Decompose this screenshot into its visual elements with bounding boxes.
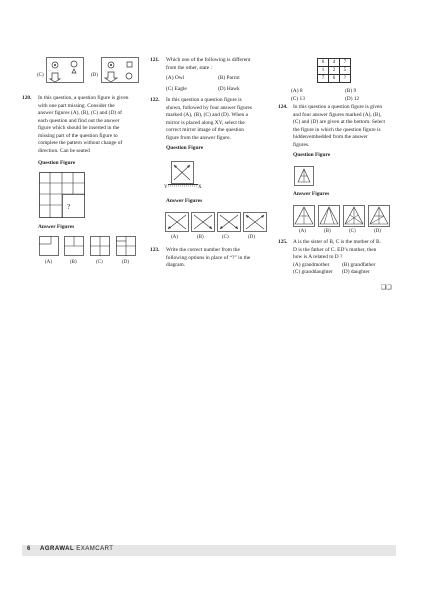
answer-label: (C) [222, 235, 229, 240]
grid-cell: 5 [340, 67, 351, 75]
question-text-line: Which one of the following is different [166, 57, 251, 63]
answer-label: (B) [197, 235, 204, 240]
question-number: 124. [278, 104, 288, 110]
q120-answer-c [90, 236, 110, 256]
page-footer [22, 545, 396, 556]
option: (B) Parrot [218, 75, 240, 81]
question-text-line: the figure in which the question figure is [293, 126, 381, 133]
option: (B) grandfather [342, 261, 376, 268]
option: (A) 8 [291, 88, 303, 94]
grid-cell: 4 [329, 59, 340, 67]
brand-logo [40, 546, 113, 552]
grid-row [318, 75, 351, 83]
q124-answer-a [293, 205, 315, 227]
question-text-line: mirror is placed along XY, select the [166, 119, 245, 126]
question-text-line: missing part of the question figure to [38, 132, 118, 139]
answer-label: (A) [299, 229, 306, 234]
question-text-line: In this question a question figure is [166, 97, 242, 103]
question-text-line: and four answer figures marked (A), (B), [293, 111, 382, 118]
grid-row [318, 59, 351, 67]
grid-cell: 7 [318, 75, 329, 83]
q123-number-grid [317, 58, 351, 83]
question-number: 121. [150, 57, 160, 63]
option: (A) Owl [166, 75, 185, 81]
q124-answer-d [368, 205, 390, 227]
q122-answer-c [217, 212, 241, 232]
brand-text: CART [95, 546, 114, 552]
question-text-line: from the other, state : [166, 64, 213, 71]
mirror-label-x: X [198, 185, 202, 190]
page-number: 6 [27, 546, 31, 552]
question-text-line: correct mirror image of the question [166, 127, 244, 133]
q119-figure-d [101, 57, 139, 83]
grid-cell: 6 [318, 59, 329, 67]
answer-label: (A) [45, 260, 52, 265]
q120-answer-a [39, 236, 59, 256]
option: (B) 9 [345, 88, 357, 94]
q124-answer-c [343, 205, 365, 227]
answer-label: (A) [171, 235, 178, 240]
missing-part-mark: ? [67, 203, 71, 211]
q120-answer-d [116, 236, 136, 256]
question-figure-heading: Question Figure [38, 160, 76, 166]
brand-text: AGRAWAL [40, 546, 77, 552]
answer-label: (D) [374, 229, 381, 234]
q119-figure-c [46, 57, 84, 83]
question-text-line: Write the correct number from the [166, 247, 240, 253]
option-label: (D) [91, 73, 98, 78]
answer-label: (D) [122, 260, 129, 265]
q120-question-figure [39, 172, 85, 218]
grid-cell: 2 [329, 67, 340, 75]
option-label: (C) [37, 73, 44, 78]
question-text-line: A is the sister of B, C is the mother of B. [293, 239, 381, 245]
grid-cell: 1 [318, 67, 329, 75]
q122-answer-a [165, 212, 189, 232]
question-text-line: answer figures (A), (B), (C) and (D) of [38, 110, 122, 116]
q120-answer-b [64, 236, 84, 256]
question-text-line: figures. [293, 141, 310, 148]
question-text-line: D is the father of C. ED’s mother, then [293, 246, 377, 253]
grid-cell: ? [340, 75, 351, 83]
brand-text: EXAM [76, 546, 96, 552]
question-number: 125. [278, 239, 288, 245]
q124-question-figure [294, 166, 314, 186]
question-text-line: In this question, a question figure is given [38, 95, 129, 101]
question-text-line: how is A related to D ? [293, 254, 343, 260]
grid-cell: 6 [329, 75, 340, 83]
grid-cell: 7 [340, 59, 351, 67]
question-number: 120. [22, 95, 32, 101]
question-text-line: with one part missing. Consider the [38, 102, 115, 109]
question-text-line: figure which should be inserted in the [38, 125, 120, 131]
question-figure-heading: Question Figure [166, 145, 204, 151]
q122-question-figure [168, 161, 198, 187]
answer-label: (D) [248, 235, 255, 240]
option: (D) daughter [342, 269, 370, 275]
question-text-line: diagram. [166, 262, 186, 268]
question-text-line: figure from the answer figure. [166, 134, 231, 141]
answer-label: (B) [70, 260, 77, 265]
option: (C) granddaughter [293, 269, 333, 275]
answer-figures-heading: Answer Figures [38, 224, 75, 230]
question-text-line: following options in place of “?” in the [166, 254, 251, 261]
question-text-line: each question and find out the answer [38, 117, 120, 124]
end-of-section-icon: ❑❑ [381, 284, 392, 291]
question-text-line: complete the pattern without change of [38, 140, 123, 146]
option: (D) 12 [345, 95, 360, 102]
answer-figures-heading: Answer Figures [166, 198, 203, 204]
question-text-line: In this question a question figure is given [293, 104, 383, 110]
answer-label: (C) [96, 260, 103, 265]
question-number: 122. [150, 97, 160, 103]
question-text-line: marked (A), (B), (C) and (D). When a [166, 112, 248, 118]
option: (C) 13 [291, 95, 305, 102]
option: (D) Hawk [218, 86, 240, 92]
answer-figures-heading: Answer Figures [293, 191, 330, 197]
question-text-line: shown, followed by four answer figures [166, 104, 252, 111]
q124-answer-b [318, 205, 340, 227]
option: (C) Eagle [166, 86, 187, 92]
answer-label: (B) [324, 229, 331, 234]
grid-row [318, 67, 351, 75]
mirror-label-y: Y [164, 185, 168, 190]
question-text-line: (C) and (D) are given at the bottom. Select [293, 119, 386, 125]
q122-answer-b [191, 212, 215, 232]
question-figure-heading: Question Figure [293, 152, 331, 158]
answer-label: (C) [349, 229, 356, 234]
question-text-line: direction. Can be seated [38, 147, 90, 154]
option: (A) grandmother [293, 261, 330, 268]
q122-answer-d [243, 212, 267, 232]
question-number: 123. [150, 247, 160, 253]
question-text-line: hidden/embedded from the answer [293, 134, 368, 140]
